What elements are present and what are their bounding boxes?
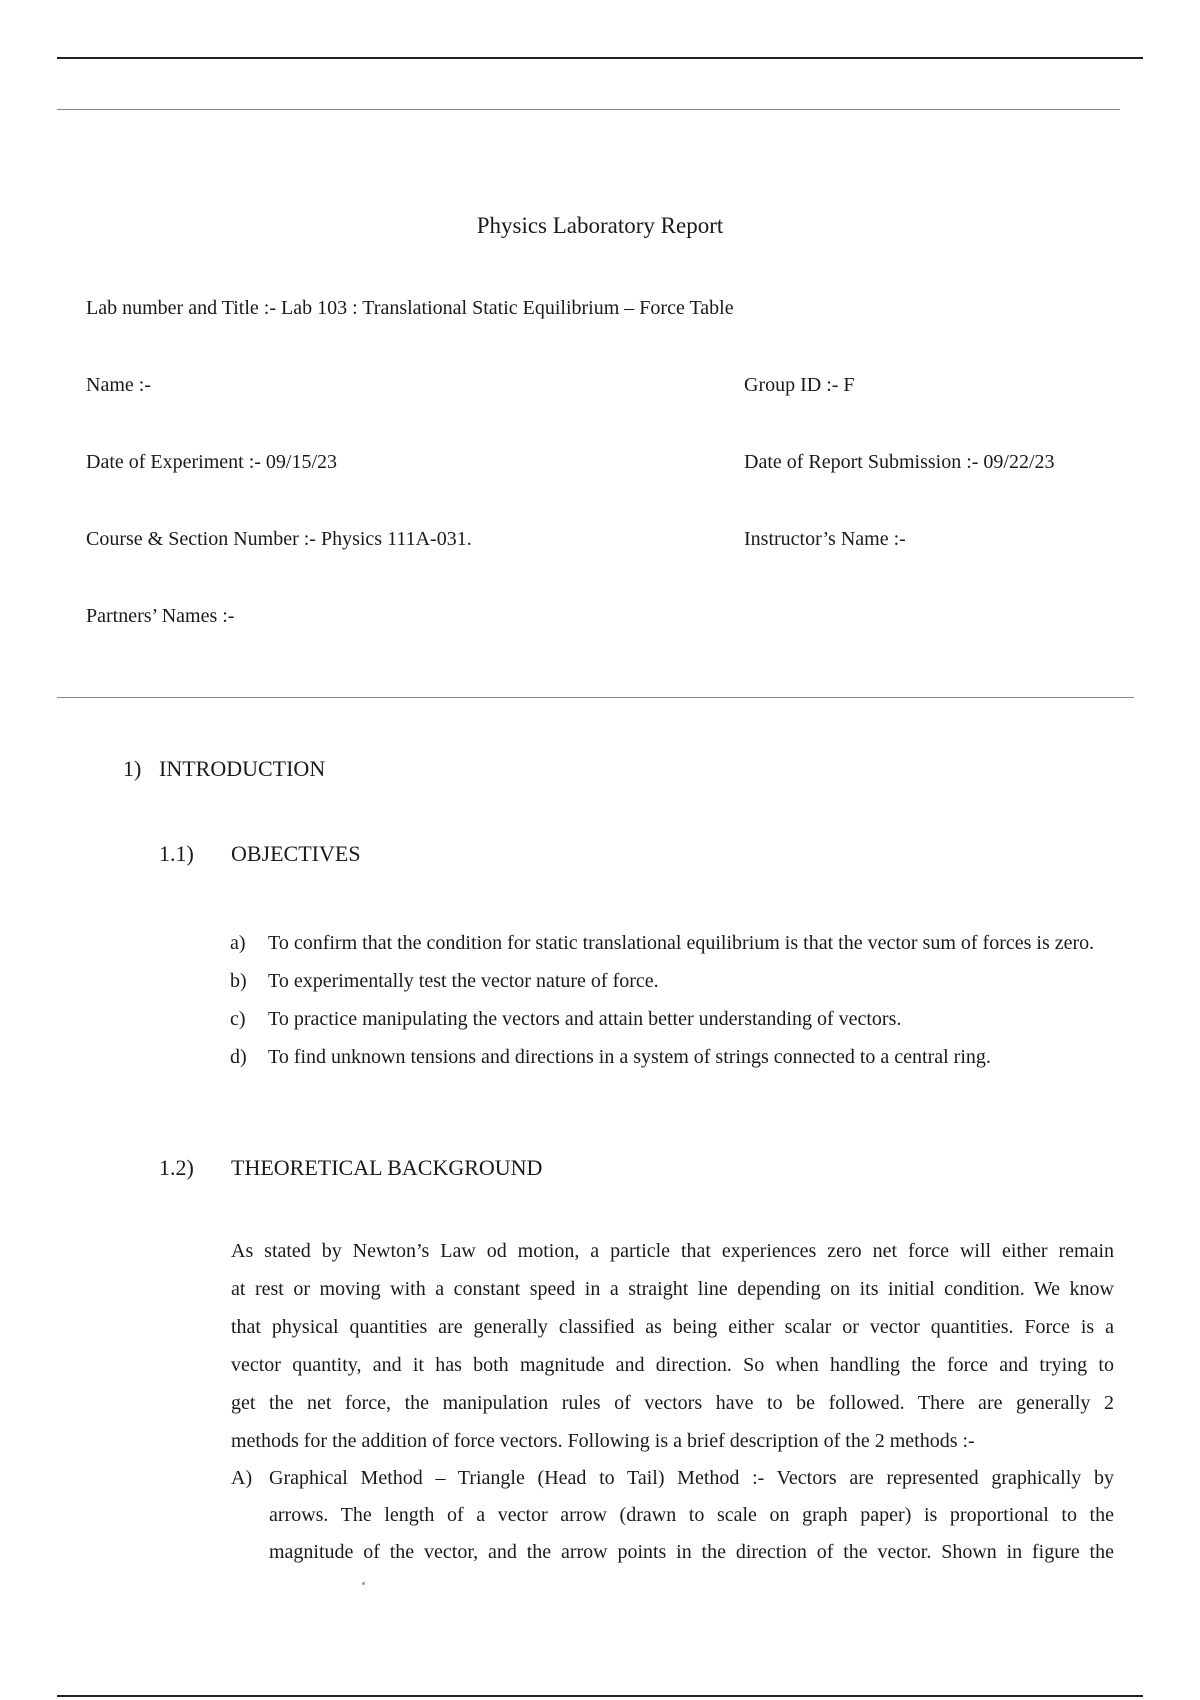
intro-heading: INTRODUCTION	[159, 756, 326, 781]
list-marker: d)	[230, 1046, 247, 1068]
objectives-heading: OBJECTIVES	[231, 841, 361, 866]
method-line: Graphical Method – Triangle (Head to Tail) Method :- Vectors are represented graphically by	[269, 1467, 1114, 1489]
list-item	[230, 924, 1115, 962]
paragraph-line: at rest or moving with a constant speed in a straight line depending on its initial condition. We know	[231, 1278, 1114, 1300]
report-title: Physics Laboratory Report	[476, 213, 724, 238]
method-line: arrows. The length of a vector arrow (drawn to scale on graph paper) is proportional to the	[269, 1504, 1114, 1526]
paragraph-line: methods for the addition of force vectors. Following is a brief description of the 2 methods :-	[231, 1430, 975, 1452]
objectives-number: 1.1)	[159, 841, 194, 866]
stray-mark	[362, 1582, 365, 1585]
list-item-text: To confirm that the condition for static translational equilibrium is that the vector sum of forces is zero.	[268, 932, 1095, 954]
theory-heading: THEORETICAL BACKGROUND	[231, 1155, 543, 1180]
paragraph-line: that physical quantities are generally classified as being either scalar or vector quantities. Force is a	[231, 1316, 1114, 1338]
method-line: magnitude of the vector, and the arrow points in the direction of the vector. Shown in figure the	[269, 1541, 1114, 1563]
theory-paragraph	[231, 1232, 1114, 1460]
course-section-field: Course & Section Number :- Physics 111A-031.	[86, 528, 472, 550]
lab-title-field: Lab number and Title :- Lab 103 : Translational Static Equilibrium – Force Table	[86, 297, 734, 319]
partners-field: Partners’ Names :-	[86, 605, 235, 627]
paragraph-line: vector quantity, and it has both magnitude and direction. So when handling the force and trying to	[231, 1354, 1114, 1376]
list-item	[230, 1038, 1115, 1076]
paragraph-line: get the net force, the manipulation rules of vectors have to be followed. There are generally 2	[231, 1392, 1114, 1414]
list-item	[230, 1000, 1115, 1038]
bottom-border-line	[57, 1695, 1143, 1697]
group-id-field: Group ID :- F	[744, 374, 855, 396]
paragraph-line: As stated by Newton’s Law od motion, a particle that experiences zero net force will either remain	[231, 1240, 1114, 1262]
theory-number: 1.2)	[159, 1155, 194, 1180]
objectives-list	[230, 924, 1115, 1076]
list-marker: b)	[230, 970, 247, 992]
date-experiment-field: Date of Experiment :- 09/15/23	[86, 451, 338, 473]
date-submission-field: Date of Report Submission :- 09/22/23	[744, 451, 1055, 473]
list-item-text: To experimentally test the vector nature of force.	[268, 970, 659, 992]
graphical-method-item	[231, 1460, 1114, 1571]
list-item	[230, 962, 1115, 1000]
section-divider	[57, 697, 1134, 698]
name-field: Name :-	[86, 374, 151, 396]
intro-number: 1)	[123, 756, 142, 781]
list-item-text: To find unknown tensions and directions in a system of strings connected to a central ring.	[268, 1046, 991, 1068]
instructor-field: Instructor’s Name :-	[744, 528, 906, 550]
method-marker: A)	[231, 1467, 253, 1489]
top-border-line	[57, 57, 1143, 59]
list-marker: a)	[230, 932, 246, 954]
list-item-text: To practice manipulating the vectors and attain better understanding of vectors.	[268, 1008, 902, 1030]
header-divider	[57, 109, 1120, 110]
list-marker: c)	[230, 1008, 246, 1030]
